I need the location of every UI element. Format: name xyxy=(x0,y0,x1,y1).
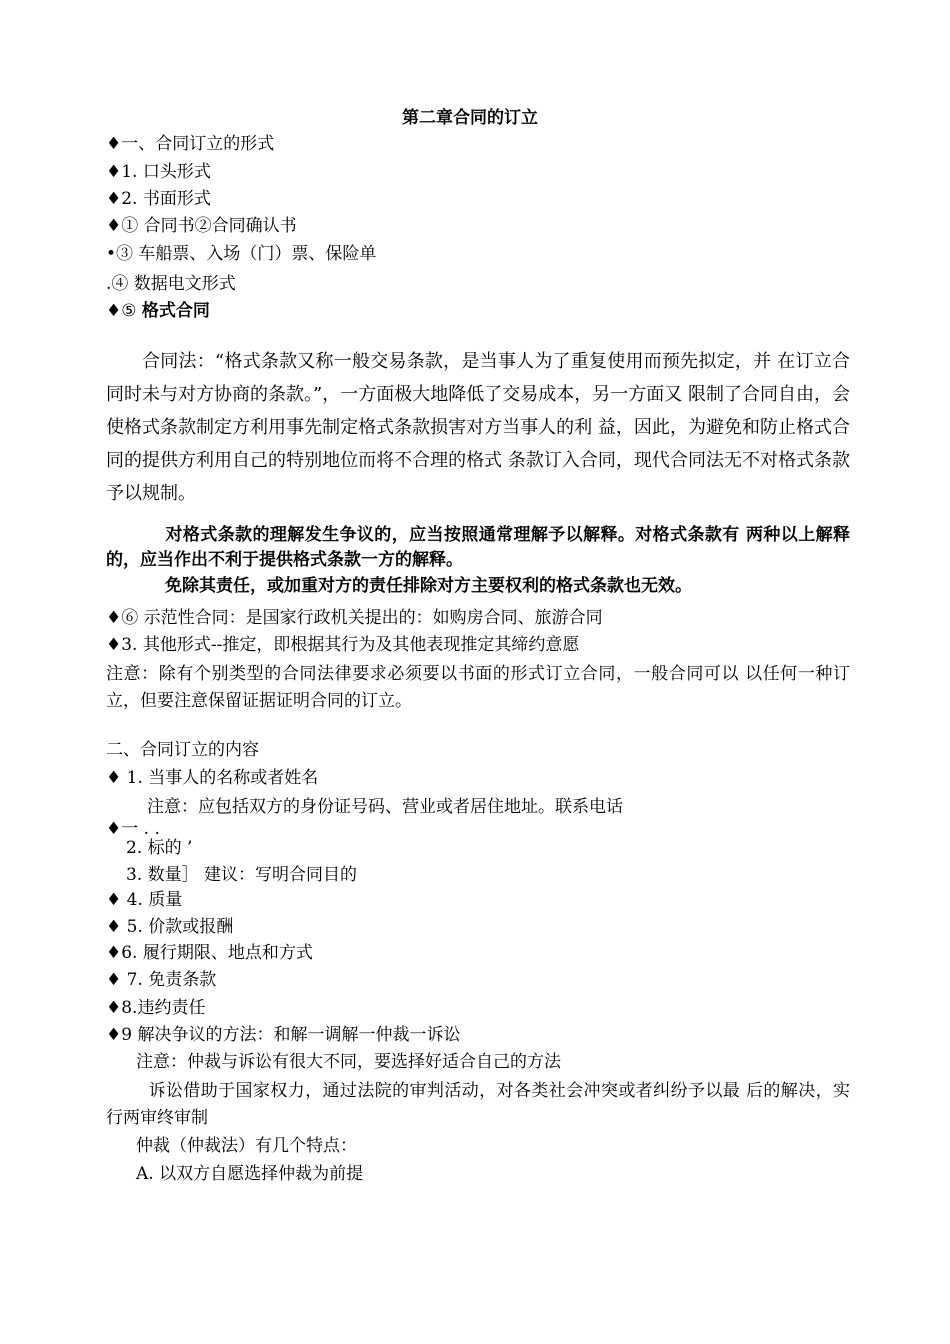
note-line: 注意：应包括双方的身份证号码、营业或者居住地址。联系电话 xyxy=(147,797,623,817)
list-item: ♦ 1. 当事人的名称或者姓名 xyxy=(106,768,319,788)
list-item: ♦⑥ 示范性合同：是国家行政机关提出的：如购房合同、旅游合同 xyxy=(106,608,603,628)
list-item: A. 以双方自愿选择仲裁为前提 xyxy=(136,1164,364,1184)
list-item: ♦8.违约责任 xyxy=(106,998,206,1018)
item5-bold-label: 格式合同 xyxy=(141,301,210,321)
list-item: 3. 数量］ 建议：写明合同目的 xyxy=(126,865,358,885)
contract-law-paragraph: 合同法：“格式条款又称一般交易条款，是当事人为了重复使用而预先拟定，并 在订立合同时未与对方协商的条款。”，一方面极大地降低了交易成本，另一方面又 限制了合同自由，会使格式条款制定方利用事先制定格式条款损害对方当事人的利 益，因此，为避免和防止格式合同的提供方利用自己的特别地位而将不合理的格式 条款订入合同，现代合同法无不对格式条款予以规制。 xyxy=(106,351,850,504)
arbitration-heading: 仲裁（仲裁法）有几个特点： xyxy=(136,1136,357,1156)
list-item: .④ 数据电文形式 xyxy=(106,274,236,294)
stray-mark: ♦一 . . xyxy=(106,819,160,839)
note-paragraph: 注意：除有个别类型的合同法律要求必须要以书面的形式订立合同，一般合同可以 以任何一种订立，但要注意保留证据证明合同的订立。 xyxy=(106,664,850,711)
note-line: 注意：仲裁与诉讼有很大不同，要选择好适合自己的方法 xyxy=(136,1052,561,1072)
list-item: ♦2. 书面形式 xyxy=(106,189,211,209)
section1-heading: ♦一、合同订立的形式 xyxy=(106,134,275,154)
list-item-format-contract xyxy=(106,299,210,323)
list-item: ♦6. 履行期限、地点和方式 xyxy=(106,943,313,963)
item5-prefix: ♦⑤ xyxy=(106,301,142,321)
list-item: ♦3. 其他形式--推定，即根据其行为及其他表现推定其缔约意愿 xyxy=(106,635,580,655)
bold-paragraph-interpretation: 对格式条款的理解发生争议的，应当按照通常理解予以解释。对格式条款有 两种以上解释的，应当作出不利于提供格式条款一方的解释。 xyxy=(106,525,850,570)
list-item: ♦1. 口头形式 xyxy=(106,162,211,182)
list-item: ♦ 4. 质量 xyxy=(106,890,183,910)
list-item: •③ 车船票、入场（门）票、保险单 xyxy=(106,244,377,264)
list-item: ♦9 解决争议的方法：和解一调解一仲裁一诉讼 xyxy=(106,1025,461,1045)
list-item: ♦① 合同书②合同确认书 xyxy=(106,216,297,236)
list-item: 2. 标的 ’ xyxy=(126,838,193,858)
list-item: ♦ 5. 价款或报酬 xyxy=(106,917,234,937)
list-item: ♦ 7. 免责条款 xyxy=(106,970,217,990)
litigation-paragraph: 诉讼借助于国家权力，通过法院的审判活动，对各类社会冲突或者纠纷予以最 后的解决，实行两审终审制 xyxy=(106,1081,850,1128)
section2-heading: 二、合同订立的内容 xyxy=(106,740,259,760)
bold-paragraph-exemption: 免除其责任，或加重对方的责任排除对方主要权利的格式条款也无效。 xyxy=(165,576,692,596)
page-title: 第二章合同的订立 xyxy=(402,108,538,128)
